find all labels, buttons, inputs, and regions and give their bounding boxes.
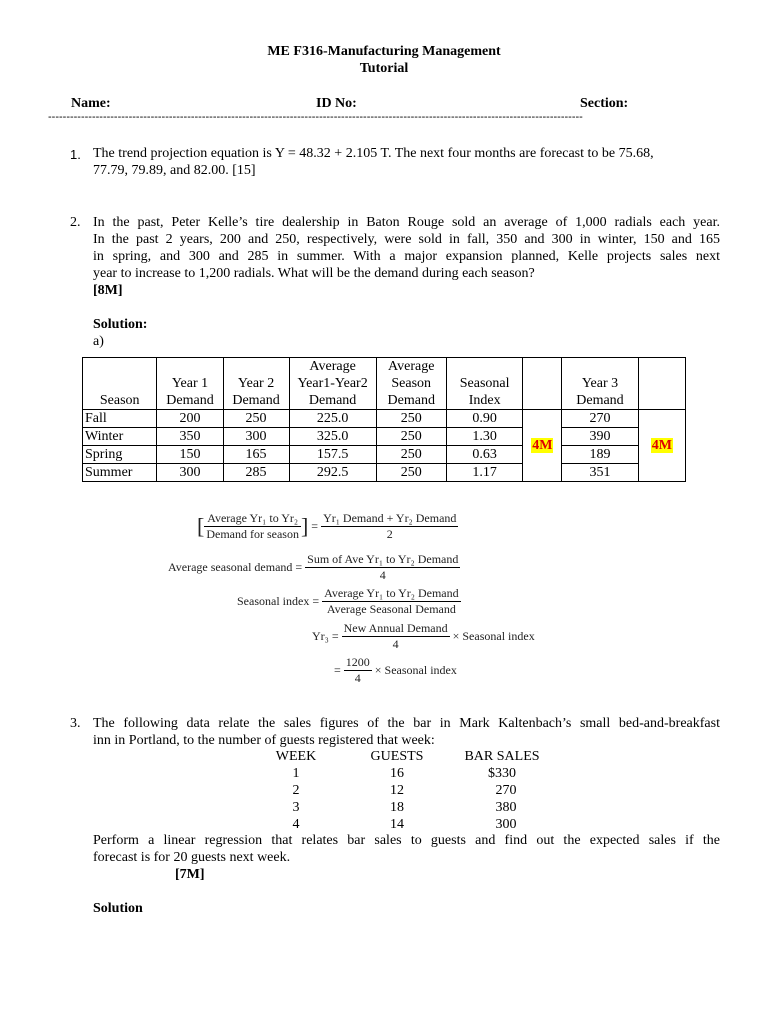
table-row xyxy=(83,446,686,464)
cell-index: 1.30 xyxy=(446,428,523,446)
cell-y3: 351 xyxy=(562,464,639,482)
guest-sales-table xyxy=(260,748,542,833)
q2-marks: [8M] xyxy=(93,283,123,298)
bracket-left: [ xyxy=(197,513,205,539)
q3-solution-label: Solution xyxy=(93,901,143,916)
col-week: WEEK xyxy=(275,749,317,764)
table-row: 4 14 300 xyxy=(292,817,517,832)
q3-line4: forecast is for 20 guests next week. xyxy=(93,850,291,865)
q3-marks: [7M] xyxy=(175,867,205,882)
q2-line1: In the past, Peter Kelle’s tire dealership in Baton Rouge sold an average of 1,000 radials each year. xyxy=(93,215,720,230)
col-bar-sales: BAR SALES xyxy=(464,749,540,764)
formula-4-fraction: $\frac{\text{New Annual Demand}}{4}$ xyxy=(343,621,448,651)
cell-y1: 300 xyxy=(157,464,223,482)
id-label: ID No: xyxy=(316,96,357,111)
q2-line4: year to increase to 1,200 radials. What will be the demand during each season? xyxy=(93,266,535,281)
table-row xyxy=(83,428,686,446)
table-row xyxy=(83,464,686,482)
table-header-row xyxy=(83,358,686,410)
formula-1-right-fraction: $\frac{\text{Yr₁ Demand + Yr₂ Demand}}{2}$ xyxy=(323,511,457,541)
q1-line1: The trend projection equation is Y = 48.32 + 2.105 T. The next four months are forecast to be 75.68, xyxy=(93,146,654,161)
th-season: Season xyxy=(83,358,157,410)
cell-mark-y3 xyxy=(638,410,685,482)
formula-3-fraction: $\frac{\text{Average Yr₁ to Yr₂ Demand}}{\text{Average Seasonal Demand}}$ xyxy=(324,586,459,616)
th-year1: Year 1 Demand xyxy=(157,358,223,410)
q3-line2: inn in Portland, to the number of guests registered that week: xyxy=(93,733,435,748)
seasonal-demand-table xyxy=(82,357,686,482)
cell-y3: 270 xyxy=(562,410,639,428)
mark-badge-y3: 4M xyxy=(651,438,672,453)
q1-number: 1. xyxy=(70,147,81,162)
cell-avg-season: 250 xyxy=(376,428,446,446)
q3-line3: Perform a linear regression that relates bar sales to guests and find out the expected sales if the xyxy=(93,833,720,848)
cell-y1: 350 xyxy=(157,428,223,446)
th-average-season: Average Season Demand xyxy=(376,358,446,410)
cell-avg-season: 250 xyxy=(376,410,446,428)
cell-avg-season: 250 xyxy=(376,446,446,464)
cell-mark-index xyxy=(523,410,562,482)
table-row xyxy=(83,410,686,428)
bracket-right: ] xyxy=(300,513,309,539)
mark-badge-index: 4M xyxy=(532,438,553,453)
formula-2: Average seasonal demand = $\frac{\text{Sum of Ave Yr₁ to Yr₂ Demand}}{4}$ xyxy=(168,552,459,582)
formula-3: Seasonal index = $\frac{\text{Average Yr₁ to Yr₂ Demand}}{\text{Average Seasonal Demand}}$ xyxy=(237,586,459,616)
cell-y2: 250 xyxy=(223,410,289,428)
cell-avg: 157.5 xyxy=(289,446,376,464)
cell-y3: 189 xyxy=(562,446,639,464)
q3-line1: The following data relate the sales figures of the bar in Mark Kaltenbach’s small bed-and-breakfast xyxy=(93,716,720,731)
formula-1: [ $\frac{\text{Average Yr₁ to Yr₂}}{\text{Demand for season}}$ ] = $\frac{\text{Yr₁ Demand + Yr₂ Demand}}{2}$ xyxy=(197,511,457,541)
cell-season: Winter xyxy=(83,428,157,446)
cell-avg: 325.0 xyxy=(289,428,376,446)
cell-y3: 390 xyxy=(562,428,639,446)
q1-line2: 77.79, 79.89, and 82.00. [15] xyxy=(93,163,256,178)
formula-4: Yr₃ = $\frac{\text{New Annual Demand}}{4}$ × Seasonal index xyxy=(312,621,535,651)
table-row: 2 12 270 xyxy=(292,783,517,798)
cell-y2: 165 xyxy=(223,446,289,464)
q2-number: 2. xyxy=(70,215,81,230)
cell-y2: 300 xyxy=(223,428,289,446)
q2-part-a: a) xyxy=(93,334,104,349)
section-label: Section: xyxy=(580,96,629,111)
th-mark-col2 xyxy=(638,358,685,410)
name-label: Name: xyxy=(71,96,111,111)
tutorial-subtitle: Tutorial xyxy=(359,61,409,76)
cell-index: 0.90 xyxy=(446,410,523,428)
formula-5-fraction: $\frac{1200}{4}$ xyxy=(345,655,370,685)
course-title: ME F316-Manufacturing Management xyxy=(267,44,501,59)
th-average: Average Year1-Year2 Demand xyxy=(289,358,376,410)
th-year2: Year 2 Demand xyxy=(223,358,289,410)
col-guests: GUESTS xyxy=(370,749,424,764)
formula-5: = $\frac{1200}{4}$ × Seasonal index xyxy=(334,655,457,685)
table-row: 1 16 $330 xyxy=(292,766,516,781)
separator-line: -------------------------------------------------------------------------------------------------------------------------------------------------- xyxy=(48,111,583,123)
cell-index: 0.63 xyxy=(446,446,523,464)
cell-avg: 292.5 xyxy=(289,464,376,482)
cell-season: Fall xyxy=(83,410,157,428)
th-mark-col1 xyxy=(523,358,562,410)
th-seasonal-index: Seasonal Index xyxy=(446,358,523,410)
table-row: 3 18 380 xyxy=(292,800,517,815)
formula-2-fraction: $\frac{\text{Sum of Ave Yr₁ to Yr₂ Demand}}{4}$ xyxy=(307,552,459,582)
cell-index: 1.17 xyxy=(446,464,523,482)
cell-avg: 225.0 xyxy=(289,410,376,428)
q2-line2: In the past 2 years, 200 and 250, respectively, were sold in fall, 350 and 300 in winter, 150 and 165 xyxy=(93,232,720,247)
q2-solution-label: Solution: xyxy=(93,317,148,332)
cell-season: Summer xyxy=(83,464,157,482)
q2-line3: in spring, and 300 and 285 in summer. With a major expansion planned, Kelle projects sales next xyxy=(93,249,720,264)
table-header-row xyxy=(260,748,542,765)
cell-y2: 285 xyxy=(223,464,289,482)
th-year3: Year 3 Demand xyxy=(562,358,639,410)
q3-number: 3. xyxy=(70,716,81,731)
cell-y1: 200 xyxy=(157,410,223,428)
cell-avg-season: 250 xyxy=(376,464,446,482)
cell-y1: 150 xyxy=(157,446,223,464)
formula-1-left-fraction: $\frac{\text{Average Yr₁ to Yr₂}}{\text{Demand for season}}$ xyxy=(206,511,299,541)
cell-season: Spring xyxy=(83,446,157,464)
